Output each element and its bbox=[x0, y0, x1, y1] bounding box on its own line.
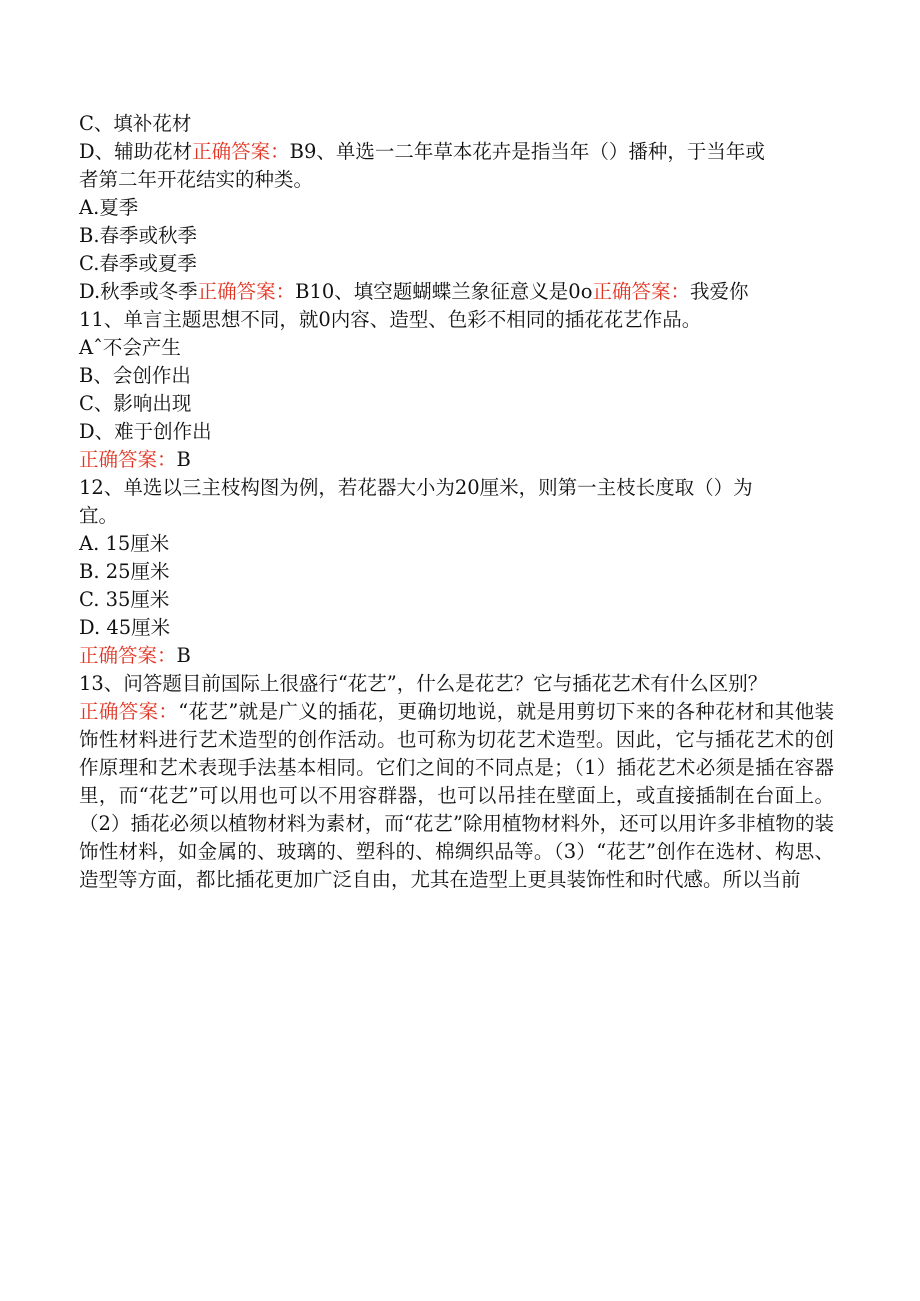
question-9-continued: 者第二年开花结实的种类。 bbox=[79, 168, 314, 191]
answer-q12: 正确答案：B bbox=[79, 644, 191, 667]
option-a-q11: Aˆ不会产生 bbox=[79, 336, 181, 359]
option-c-q9: C.春季或夏季 bbox=[79, 252, 197, 275]
question-11: 11、单言主题思想不同，就0内容、造型、色彩不相同的插花花艺作品。 bbox=[79, 308, 702, 331]
option-d-q11: D、难于创作出 bbox=[79, 420, 212, 443]
answer-q11: 正确答案：B bbox=[79, 448, 191, 471]
option-a-q12: A. 15厘米 bbox=[79, 532, 170, 555]
question-12: 12、单选以三主枝构图为例，若花器大小为20厘米，则第一主枝长度取（）为 bbox=[79, 476, 753, 499]
answer-label: 正确答案： bbox=[79, 448, 177, 471]
option-d-q9-with-q10: D.秋季或冬季正确答案：B10、填空题蝴蝶兰象征意义是0o正确答案：我爱你 bbox=[79, 280, 749, 303]
option-c-q11: C、影响出现 bbox=[79, 392, 192, 415]
answer-label: 正确答案： bbox=[79, 700, 179, 723]
option-d-q8-with-q9: D、辅助花材正确答案：B9、单选一二年草本花卉是指当年（）播种，于当年或 bbox=[79, 140, 765, 163]
option-c-q8: C、填补花材 bbox=[79, 112, 192, 135]
option-b-q12: B. 25厘米 bbox=[79, 560, 170, 583]
answer-label: 正确答案： bbox=[592, 280, 690, 303]
answer-label: 正确答案： bbox=[192, 140, 290, 163]
answer-label: 正确答案： bbox=[79, 644, 177, 667]
option-a-q9: A.夏季 bbox=[79, 196, 139, 219]
question-12-continued: 宜。 bbox=[79, 504, 119, 527]
option-c-q12: C. 35厘米 bbox=[79, 588, 170, 611]
answer-q13-paragraph: 正确答案：“花艺”就是广义的插花，更确切地说，就是用剪切下来的各种花材和其他装饰性材料进行艺术造型的创作活动。也可称为切花艺术造型。因此，它与插花艺术的创作原理和艺术表现手法基本相同。它们之间的不同点是；（1）插花艺术必须是插在容器里，而“花艺”可以用也可以不用容群器，也可以吊挂在壁面上，或直接插制在台面上。（2）插花必须以植物材料为素材，而“花艺”除用植物材料外，还可以用许多非植物的装饰性材料，如金属的、玻璃的、塑科的、棉绸织品等。（3）“花艺”创作在选材、构思、造型等方面，都比插花更加广泛自由，尤其在造型上更具装饰性和时代感。所以当前 bbox=[79, 700, 834, 891]
document-page bbox=[79, 110, 834, 894]
question-13: 13、问答题目前国际上很盛行“花艺”，什么是花艺？它与插花艺术有什么区别？ bbox=[79, 672, 768, 695]
answer-label: 正确答案： bbox=[197, 280, 296, 303]
option-b-q9: B.春季或秋季 bbox=[79, 224, 198, 247]
option-d-q12: D. 45厘米 bbox=[79, 616, 171, 639]
option-b-q11: B、会创作出 bbox=[79, 364, 191, 387]
